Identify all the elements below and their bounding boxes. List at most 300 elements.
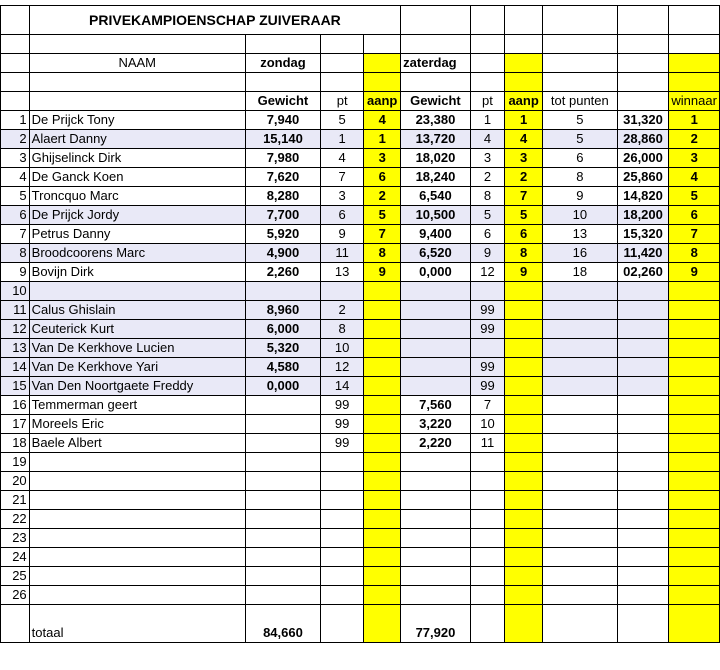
cell[interactable] bbox=[543, 54, 618, 73]
adjusted-zaterdag[interactable] bbox=[505, 491, 543, 510]
total-weight[interactable]: 02,260 bbox=[617, 263, 669, 282]
total-points[interactable] bbox=[543, 377, 618, 396]
adjusted-zondag[interactable] bbox=[364, 491, 401, 510]
points-zaterdag[interactable] bbox=[470, 567, 504, 586]
adjusted-zaterdag[interactable] bbox=[505, 510, 543, 529]
winner-rank[interactable] bbox=[669, 548, 720, 567]
weight-zaterdag[interactable] bbox=[401, 339, 471, 358]
weight-zondag[interactable] bbox=[245, 396, 320, 415]
points-zaterdag[interactable]: 9 bbox=[470, 244, 504, 263]
total-points[interactable] bbox=[543, 548, 618, 567]
winner-rank[interactable] bbox=[669, 282, 720, 301]
points-zondag[interactable]: 12 bbox=[321, 358, 364, 377]
winner-rank[interactable] bbox=[669, 472, 720, 491]
cell[interactable] bbox=[364, 35, 401, 54]
cell[interactable] bbox=[29, 73, 245, 92]
cell[interactable] bbox=[669, 54, 720, 73]
winner-rank[interactable]: 6 bbox=[669, 206, 720, 225]
weight-zondag[interactable] bbox=[245, 510, 320, 529]
points-zaterdag[interactable]: 6 bbox=[470, 225, 504, 244]
cell[interactable] bbox=[505, 6, 543, 35]
winner-rank[interactable] bbox=[669, 320, 720, 339]
adjusted-zaterdag[interactable]: 7 bbox=[505, 187, 543, 206]
total-weight[interactable] bbox=[617, 491, 669, 510]
points-zaterdag[interactable] bbox=[470, 453, 504, 472]
adjusted-zondag[interactable]: 5 bbox=[364, 206, 401, 225]
total-weight[interactable] bbox=[617, 567, 669, 586]
total-points[interactable]: 5 bbox=[543, 130, 618, 149]
total-weight[interactable] bbox=[617, 415, 669, 434]
points-zaterdag[interactable] bbox=[470, 472, 504, 491]
adjusted-zondag[interactable]: 8 bbox=[364, 244, 401, 263]
weight-zaterdag[interactable]: 6,520 bbox=[401, 244, 471, 263]
total-points[interactable] bbox=[543, 586, 618, 605]
weight-zaterdag[interactable] bbox=[401, 510, 471, 529]
adjusted-zaterdag[interactable] bbox=[505, 548, 543, 567]
points-zondag[interactable]: 10 bbox=[321, 339, 364, 358]
row-number[interactable]: 18 bbox=[1, 434, 30, 453]
winner-rank[interactable] bbox=[669, 567, 720, 586]
cell[interactable] bbox=[364, 54, 401, 73]
cell[interactable] bbox=[29, 92, 245, 111]
adjusted-zaterdag[interactable]: 1 bbox=[505, 111, 543, 130]
cell[interactable] bbox=[470, 54, 504, 73]
adjusted-zaterdag[interactable]: 5 bbox=[505, 206, 543, 225]
row-number[interactable]: 12 bbox=[1, 320, 30, 339]
points-zondag[interactable]: 9 bbox=[321, 225, 364, 244]
adjusted-zaterdag[interactable] bbox=[505, 377, 543, 396]
winner-rank[interactable] bbox=[669, 529, 720, 548]
weight-zondag[interactable] bbox=[245, 282, 320, 301]
player-name[interactable]: Van De Kerkhove Yari bbox=[29, 358, 245, 377]
points-zondag[interactable] bbox=[321, 282, 364, 301]
adjusted-zaterdag[interactable] bbox=[505, 282, 543, 301]
adjusted-zondag[interactable]: 4 bbox=[364, 111, 401, 130]
weight-zaterdag[interactable]: 7,560 bbox=[401, 396, 471, 415]
total-points[interactable] bbox=[543, 472, 618, 491]
weight-zondag[interactable]: 7,700 bbox=[245, 206, 320, 225]
weight-zaterdag[interactable] bbox=[401, 358, 471, 377]
row-number[interactable]: 26 bbox=[1, 586, 30, 605]
adjusted-zaterdag[interactable]: 3 bbox=[505, 149, 543, 168]
cell[interactable] bbox=[321, 605, 364, 643]
winner-rank[interactable] bbox=[669, 491, 720, 510]
aanp-zondag-header[interactable]: aanp bbox=[364, 92, 401, 111]
adjusted-zondag[interactable] bbox=[364, 472, 401, 491]
adjusted-zaterdag[interactable] bbox=[505, 529, 543, 548]
total-points[interactable] bbox=[543, 358, 618, 377]
weight-zondag[interactable]: 4,900 bbox=[245, 244, 320, 263]
winner-rank[interactable]: 8 bbox=[669, 244, 720, 263]
cell[interactable] bbox=[1, 73, 30, 92]
weight-zondag[interactable]: 7,940 bbox=[245, 111, 320, 130]
aanp-zaterdag-header[interactable]: aanp bbox=[505, 92, 543, 111]
total-points[interactable] bbox=[543, 529, 618, 548]
weight-zaterdag[interactable] bbox=[401, 320, 471, 339]
player-name[interactable]: De Prijck Jordy bbox=[29, 206, 245, 225]
row-number[interactable]: 14 bbox=[1, 358, 30, 377]
adjusted-zaterdag[interactable] bbox=[505, 567, 543, 586]
row-number[interactable]: 24 bbox=[1, 548, 30, 567]
weight-zaterdag[interactable] bbox=[401, 586, 471, 605]
cell[interactable] bbox=[505, 73, 543, 92]
pt-zondag-header[interactable]: pt bbox=[321, 92, 364, 111]
cell[interactable] bbox=[505, 605, 543, 643]
points-zondag[interactable]: 4 bbox=[321, 149, 364, 168]
points-zaterdag[interactable]: 8 bbox=[470, 187, 504, 206]
total-points[interactable] bbox=[543, 320, 618, 339]
player-name[interactable]: Van Den Noortgaete Freddy bbox=[29, 377, 245, 396]
adjusted-zondag[interactable] bbox=[364, 434, 401, 453]
weight-zaterdag[interactable] bbox=[401, 472, 471, 491]
weight-zondag[interactable]: 15,140 bbox=[245, 130, 320, 149]
adjusted-zondag[interactable]: 3 bbox=[364, 149, 401, 168]
cell[interactable] bbox=[505, 35, 543, 54]
total-points[interactable]: 6 bbox=[543, 149, 618, 168]
player-name[interactable]: Temmerman geert bbox=[29, 396, 245, 415]
total-points[interactable]: 16 bbox=[543, 244, 618, 263]
points-zondag[interactable]: 2 bbox=[321, 301, 364, 320]
weight-zondag[interactable]: 5,920 bbox=[245, 225, 320, 244]
total-weight[interactable] bbox=[617, 472, 669, 491]
weight-zondag[interactable] bbox=[245, 529, 320, 548]
points-zondag[interactable]: 99 bbox=[321, 396, 364, 415]
cell[interactable] bbox=[1, 6, 30, 35]
total-weight[interactable] bbox=[617, 529, 669, 548]
weight-zondag[interactable] bbox=[245, 434, 320, 453]
cell[interactable] bbox=[470, 73, 504, 92]
points-zaterdag[interactable] bbox=[470, 586, 504, 605]
weight-zaterdag[interactable] bbox=[401, 567, 471, 586]
weight-zaterdag[interactable]: 0,000 bbox=[401, 263, 471, 282]
total-weight[interactable] bbox=[617, 510, 669, 529]
total-weight[interactable]: 11,420 bbox=[617, 244, 669, 263]
adjusted-zaterdag[interactable] bbox=[505, 472, 543, 491]
cell[interactable] bbox=[364, 605, 401, 643]
total-points[interactable] bbox=[543, 510, 618, 529]
points-zaterdag[interactable]: 3 bbox=[470, 149, 504, 168]
weight-zondag[interactable] bbox=[245, 453, 320, 472]
player-name[interactable] bbox=[29, 567, 245, 586]
cell[interactable] bbox=[617, 605, 669, 643]
player-name[interactable]: Ceuterick Kurt bbox=[29, 320, 245, 339]
row-number[interactable]: 10 bbox=[1, 282, 30, 301]
cell[interactable] bbox=[321, 54, 364, 73]
weight-zaterdag[interactable]: 3,220 bbox=[401, 415, 471, 434]
player-name[interactable] bbox=[29, 529, 245, 548]
adjusted-zondag[interactable] bbox=[364, 548, 401, 567]
cell[interactable] bbox=[669, 605, 720, 643]
cell[interactable] bbox=[1, 35, 30, 54]
player-name[interactable]: Baele Albert bbox=[29, 434, 245, 453]
points-zaterdag[interactable]: 7 bbox=[470, 396, 504, 415]
points-zaterdag[interactable]: 4 bbox=[470, 130, 504, 149]
points-zaterdag[interactable]: 99 bbox=[470, 377, 504, 396]
weight-zaterdag[interactable]: 2,220 bbox=[401, 434, 471, 453]
row-number[interactable]: 20 bbox=[1, 472, 30, 491]
cell[interactable] bbox=[669, 6, 720, 35]
cell[interactable] bbox=[1, 54, 30, 73]
adjusted-zondag[interactable] bbox=[364, 510, 401, 529]
weight-zaterdag[interactable] bbox=[401, 548, 471, 567]
player-name[interactable] bbox=[29, 282, 245, 301]
weight-zondag[interactable]: 6,000 bbox=[245, 320, 320, 339]
weight-zaterdag[interactable] bbox=[401, 377, 471, 396]
cell[interactable] bbox=[617, 92, 669, 111]
totaal-zaterdag[interactable]: 77,920 bbox=[401, 605, 471, 643]
total-points[interactable] bbox=[543, 434, 618, 453]
adjusted-zaterdag[interactable] bbox=[505, 320, 543, 339]
total-points[interactable]: 5 bbox=[543, 111, 618, 130]
winner-rank[interactable]: 7 bbox=[669, 225, 720, 244]
adjusted-zondag[interactable] bbox=[364, 567, 401, 586]
row-number[interactable]: 13 bbox=[1, 339, 30, 358]
points-zaterdag[interactable]: 1 bbox=[470, 111, 504, 130]
adjusted-zondag[interactable]: 6 bbox=[364, 168, 401, 187]
points-zaterdag[interactable]: 10 bbox=[470, 415, 504, 434]
cell[interactable] bbox=[470, 6, 504, 35]
total-points[interactable] bbox=[543, 301, 618, 320]
weight-zondag[interactable] bbox=[245, 415, 320, 434]
weight-zaterdag[interactable] bbox=[401, 282, 471, 301]
total-weight[interactable] bbox=[617, 453, 669, 472]
cell[interactable] bbox=[29, 35, 245, 54]
total-points[interactable]: 10 bbox=[543, 206, 618, 225]
points-zondag[interactable]: 99 bbox=[321, 434, 364, 453]
total-weight[interactable] bbox=[617, 320, 669, 339]
adjusted-zondag[interactable]: 7 bbox=[364, 225, 401, 244]
adjusted-zaterdag[interactable]: 8 bbox=[505, 244, 543, 263]
cell[interactable] bbox=[617, 54, 669, 73]
row-number[interactable]: 11 bbox=[1, 301, 30, 320]
row-number[interactable]: 5 bbox=[1, 187, 30, 206]
adjusted-zondag[interactable]: 9 bbox=[364, 263, 401, 282]
total-points[interactable]: 18 bbox=[543, 263, 618, 282]
zaterdag-header[interactable]: zaterdag bbox=[401, 54, 471, 73]
player-name[interactable] bbox=[29, 510, 245, 529]
points-zaterdag[interactable]: 12 bbox=[470, 263, 504, 282]
total-points[interactable] bbox=[543, 282, 618, 301]
total-weight[interactable] bbox=[617, 301, 669, 320]
points-zondag[interactable]: 1 bbox=[321, 130, 364, 149]
weight-zondag[interactable] bbox=[245, 472, 320, 491]
weight-zondag[interactable] bbox=[245, 586, 320, 605]
points-zondag[interactable]: 5 bbox=[321, 111, 364, 130]
cell[interactable] bbox=[669, 73, 720, 92]
cell[interactable] bbox=[543, 605, 618, 643]
adjusted-zondag[interactable] bbox=[364, 358, 401, 377]
cell[interactable] bbox=[1, 92, 30, 111]
total-weight[interactable]: 25,860 bbox=[617, 168, 669, 187]
points-zondag[interactable] bbox=[321, 510, 364, 529]
row-number[interactable]: 2 bbox=[1, 130, 30, 149]
sheet-title[interactable]: PRIVEKAMPIOENSCHAP ZUIVERAAR bbox=[29, 6, 401, 35]
points-zondag[interactable]: 7 bbox=[321, 168, 364, 187]
row-number[interactable]: 25 bbox=[1, 567, 30, 586]
adjusted-zondag[interactable] bbox=[364, 377, 401, 396]
points-zondag[interactable]: 99 bbox=[321, 415, 364, 434]
row-number[interactable]: 23 bbox=[1, 529, 30, 548]
weight-zondag[interactable]: 5,320 bbox=[245, 339, 320, 358]
total-weight[interactable] bbox=[617, 377, 669, 396]
weight-zaterdag[interactable]: 10,500 bbox=[401, 206, 471, 225]
weight-zaterdag[interactable] bbox=[401, 491, 471, 510]
player-name[interactable] bbox=[29, 586, 245, 605]
adjusted-zaterdag[interactable] bbox=[505, 358, 543, 377]
cell[interactable] bbox=[543, 73, 618, 92]
points-zondag[interactable]: 14 bbox=[321, 377, 364, 396]
total-weight[interactable] bbox=[617, 358, 669, 377]
adjusted-zondag[interactable] bbox=[364, 453, 401, 472]
adjusted-zondag[interactable] bbox=[364, 415, 401, 434]
total-points[interactable] bbox=[543, 415, 618, 434]
weight-zondag[interactable]: 8,280 bbox=[245, 187, 320, 206]
points-zondag[interactable]: 3 bbox=[321, 187, 364, 206]
points-zondag[interactable] bbox=[321, 472, 364, 491]
winner-rank[interactable] bbox=[669, 586, 720, 605]
total-weight[interactable]: 28,860 bbox=[617, 130, 669, 149]
row-number[interactable]: 19 bbox=[1, 453, 30, 472]
total-weight[interactable]: 18,200 bbox=[617, 206, 669, 225]
points-zondag[interactable]: 6 bbox=[321, 206, 364, 225]
winner-rank[interactable]: 5 bbox=[669, 187, 720, 206]
player-name[interactable]: Alaert Danny bbox=[29, 130, 245, 149]
weight-zondag[interactable] bbox=[245, 491, 320, 510]
player-name[interactable] bbox=[29, 548, 245, 567]
weight-zondag[interactable]: 8,960 bbox=[245, 301, 320, 320]
points-zaterdag[interactable] bbox=[470, 510, 504, 529]
total-weight[interactable]: 14,820 bbox=[617, 187, 669, 206]
cell[interactable] bbox=[505, 54, 543, 73]
cell[interactable] bbox=[669, 35, 720, 54]
adjusted-zaterdag[interactable]: 6 bbox=[505, 225, 543, 244]
total-weight[interactable]: 31,320 bbox=[617, 111, 669, 130]
cell[interactable] bbox=[470, 35, 504, 54]
totaal-zondag[interactable]: 84,660 bbox=[245, 605, 320, 643]
adjusted-zaterdag[interactable]: 2 bbox=[505, 168, 543, 187]
cell[interactable] bbox=[401, 73, 471, 92]
cell[interactable] bbox=[617, 73, 669, 92]
weight-zaterdag[interactable] bbox=[401, 529, 471, 548]
weight-zaterdag[interactable]: 13,720 bbox=[401, 130, 471, 149]
total-points[interactable]: 13 bbox=[543, 225, 618, 244]
adjusted-zaterdag[interactable] bbox=[505, 301, 543, 320]
row-number[interactable]: 4 bbox=[1, 168, 30, 187]
cell[interactable] bbox=[245, 73, 320, 92]
player-name[interactable]: Ghijselinck Dirk bbox=[29, 149, 245, 168]
player-name[interactable]: Calus Ghislain bbox=[29, 301, 245, 320]
player-name[interactable] bbox=[29, 472, 245, 491]
total-weight[interactable] bbox=[617, 548, 669, 567]
adjusted-zondag[interactable] bbox=[364, 586, 401, 605]
player-name[interactable]: Bovijn Dirk bbox=[29, 263, 245, 282]
adjusted-zondag[interactable] bbox=[364, 339, 401, 358]
row-number[interactable]: 17 bbox=[1, 415, 30, 434]
total-points[interactable] bbox=[543, 396, 618, 415]
row-number[interactable]: 8 bbox=[1, 244, 30, 263]
points-zaterdag[interactable]: 11 bbox=[470, 434, 504, 453]
winner-rank[interactable]: 9 bbox=[669, 263, 720, 282]
cell[interactable] bbox=[401, 6, 471, 35]
points-zaterdag[interactable]: 5 bbox=[470, 206, 504, 225]
winner-rank[interactable] bbox=[669, 510, 720, 529]
row-number[interactable]: 16 bbox=[1, 396, 30, 415]
adjusted-zaterdag[interactable] bbox=[505, 453, 543, 472]
weight-zaterdag[interactable]: 18,240 bbox=[401, 168, 471, 187]
points-zaterdag[interactable] bbox=[470, 529, 504, 548]
adjusted-zaterdag[interactable] bbox=[505, 586, 543, 605]
total-weight[interactable] bbox=[617, 586, 669, 605]
player-name[interactable]: Van De Kerkhove Lucien bbox=[29, 339, 245, 358]
adjusted-zondag[interactable] bbox=[364, 396, 401, 415]
adjusted-zondag[interactable] bbox=[364, 529, 401, 548]
adjusted-zaterdag[interactable] bbox=[505, 415, 543, 434]
player-name[interactable] bbox=[29, 491, 245, 510]
points-zondag[interactable] bbox=[321, 491, 364, 510]
winner-rank[interactable]: 1 bbox=[669, 111, 720, 130]
adjusted-zondag[interactable]: 2 bbox=[364, 187, 401, 206]
total-weight[interactable] bbox=[617, 434, 669, 453]
row-number[interactable]: 1 bbox=[1, 111, 30, 130]
weight-zondag[interactable]: 7,980 bbox=[245, 149, 320, 168]
points-zondag[interactable] bbox=[321, 453, 364, 472]
weight-zondag[interactable]: 4,580 bbox=[245, 358, 320, 377]
points-zaterdag[interactable]: 99 bbox=[470, 320, 504, 339]
winner-rank[interactable] bbox=[669, 377, 720, 396]
weight-zaterdag[interactable]: 18,020 bbox=[401, 149, 471, 168]
row-number[interactable]: 21 bbox=[1, 491, 30, 510]
player-name[interactable]: Petrus Danny bbox=[29, 225, 245, 244]
weight-zondag[interactable] bbox=[245, 548, 320, 567]
pt-zaterdag-header[interactable]: pt bbox=[470, 92, 504, 111]
cell[interactable] bbox=[245, 35, 320, 54]
adjusted-zondag[interactable] bbox=[364, 301, 401, 320]
weight-zondag[interactable]: 0,000 bbox=[245, 377, 320, 396]
total-weight[interactable]: 26,000 bbox=[617, 149, 669, 168]
total-points[interactable] bbox=[543, 491, 618, 510]
points-zaterdag[interactable]: 2 bbox=[470, 168, 504, 187]
winner-rank[interactable] bbox=[669, 339, 720, 358]
weight-zondag[interactable]: 7,620 bbox=[245, 168, 320, 187]
adjusted-zaterdag[interactable] bbox=[505, 339, 543, 358]
points-zondag[interactable]: 8 bbox=[321, 320, 364, 339]
winner-rank[interactable] bbox=[669, 396, 720, 415]
winnaar-header[interactable]: winnaar bbox=[669, 92, 720, 111]
weight-zaterdag[interactable]: 6,540 bbox=[401, 187, 471, 206]
weight-zaterdag[interactable] bbox=[401, 453, 471, 472]
cell[interactable] bbox=[470, 605, 504, 643]
points-zondag[interactable] bbox=[321, 586, 364, 605]
points-zaterdag[interactable]: 99 bbox=[470, 358, 504, 377]
points-zaterdag[interactable] bbox=[470, 282, 504, 301]
cell[interactable] bbox=[617, 6, 669, 35]
points-zaterdag[interactable] bbox=[470, 339, 504, 358]
winner-rank[interactable]: 2 bbox=[669, 130, 720, 149]
total-weight[interactable] bbox=[617, 339, 669, 358]
cell[interactable] bbox=[617, 35, 669, 54]
adjusted-zaterdag[interactable] bbox=[505, 434, 543, 453]
weight-zaterdag[interactable]: 23,380 bbox=[401, 111, 471, 130]
points-zondag[interactable] bbox=[321, 567, 364, 586]
points-zondag[interactable] bbox=[321, 529, 364, 548]
cell[interactable] bbox=[401, 35, 471, 54]
row-number[interactable]: 15 bbox=[1, 377, 30, 396]
weight-zondag[interactable]: 2,260 bbox=[245, 263, 320, 282]
player-name[interactable]: De Prijck Tony bbox=[29, 111, 245, 130]
winner-rank[interactable]: 4 bbox=[669, 168, 720, 187]
cell[interactable] bbox=[543, 35, 618, 54]
player-name[interactable] bbox=[29, 453, 245, 472]
